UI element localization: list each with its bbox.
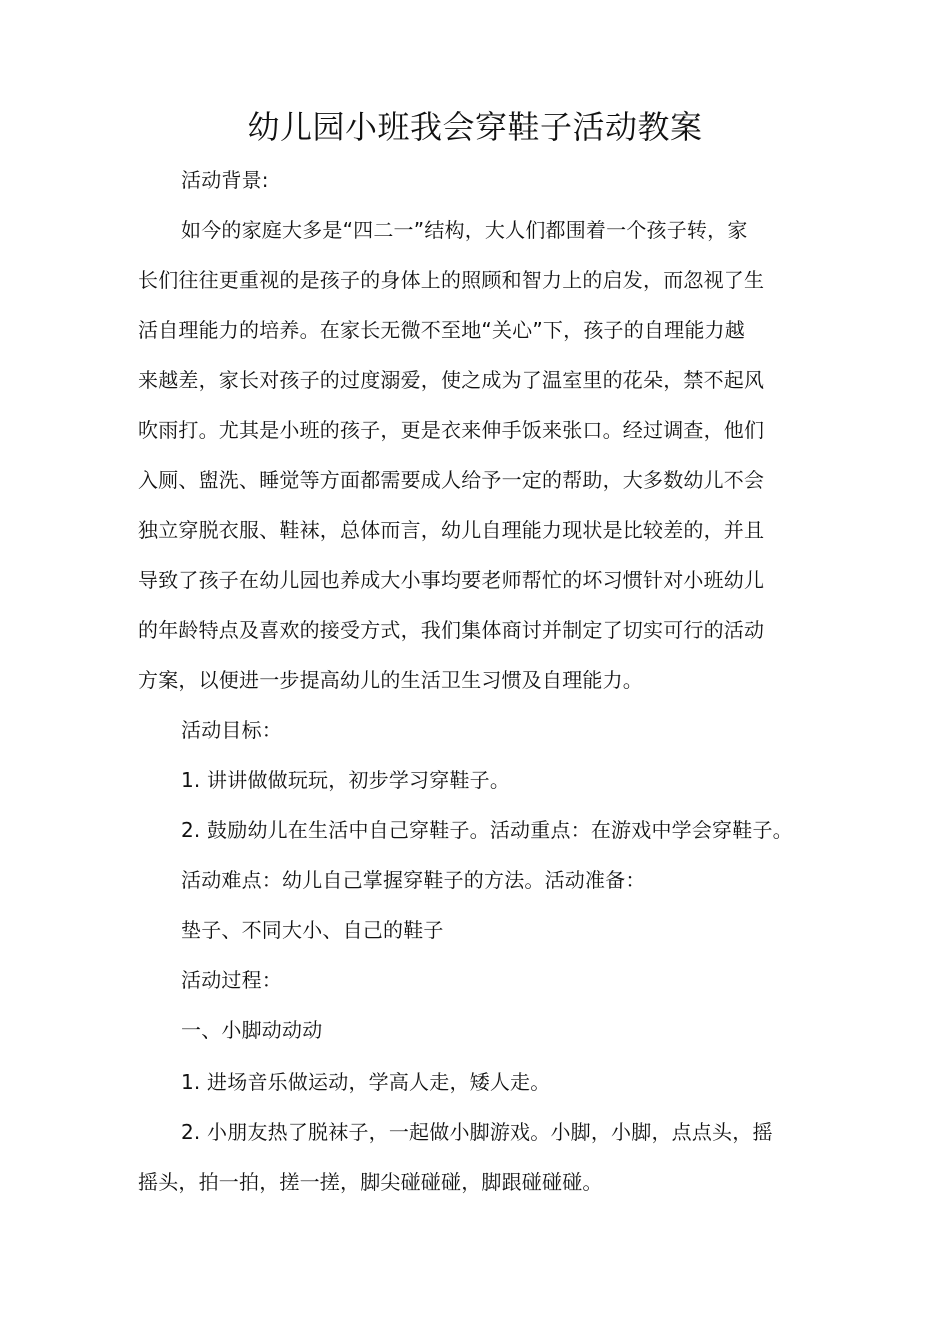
materials-line: 垫子、不同大小、自己的鞋子 <box>181 918 444 942</box>
paragraph-line: 吹雨打。尤其是小班的孩子，更是衣来伸手饭来张口。经过调查，他们 <box>138 418 765 442</box>
paragraph-line: 活自理能力的培养。在家长无微不至地“关心”下，孩子的自理能力越 <box>138 318 745 342</box>
paragraph-line: 的年龄特点及喜欢的接受方式，我们集体商讨并制定了切实可行的活动 <box>138 618 765 642</box>
paragraph-line: 独立穿脱衣服、鞋袜，总体而言，幼儿自理能力现状是比较差的，并且 <box>138 518 765 542</box>
difficulty-line: 活动难点：幼儿自己掌握穿鞋子的方法。活动准备： <box>181 868 646 892</box>
section-heading-background: 活动背景: <box>181 168 269 192</box>
section-heading-goals: 活动目标： <box>181 718 282 742</box>
paragraph-line: 导致了孩子在幼儿园也养成大小事均要老师帮忙的坏习惯针对小班幼儿 <box>138 568 765 592</box>
goal-item: 2. 鼓励幼儿在生活中自己穿鞋子。活动重点：在游戏中学会穿鞋子。 <box>181 818 793 842</box>
paragraph-line: 长们往往更重视的是孩子的身体上的照顾和智力上的启发，而忽视了生 <box>138 268 765 292</box>
paragraph-line: 摇头，拍一拍，搓一搓，脚尖碰碰碰，脚跟碰碰碰。 <box>138 1170 603 1194</box>
goal-item: 1. 讲讲做做玩玩，初步学习穿鞋子。 <box>181 768 511 792</box>
paragraph-line: 如今的家庭大多是“四二一”结构，大人们都围着一个孩子转，家 <box>181 218 748 242</box>
subsection-heading: 一、小脚动动动 <box>181 1018 323 1042</box>
document-title: 幼儿园小班我会穿鞋子活动教案 <box>247 108 703 146</box>
process-item: 2. 小朋友热了脱袜子，一起做小脚游戏。小脚，小脚，点点头，摇 <box>181 1120 773 1144</box>
paragraph-line: 方案，以便进一步提高幼儿的生活卫生习惯及自理能力。 <box>138 668 643 692</box>
process-item: 1. 进场音乐做运动，学高人走，矮人走。 <box>181 1070 551 1094</box>
section-heading-process: 活动过程： <box>181 968 282 992</box>
paragraph-line: 入厕、盥洗、睡觉等方面都需要成人给予一定的帮助，大多数幼儿不会 <box>138 468 765 492</box>
paragraph-line: 来越差，家长对孩子的过度溺爱，使之成为了温室里的花朵，禁不起风 <box>138 368 765 392</box>
